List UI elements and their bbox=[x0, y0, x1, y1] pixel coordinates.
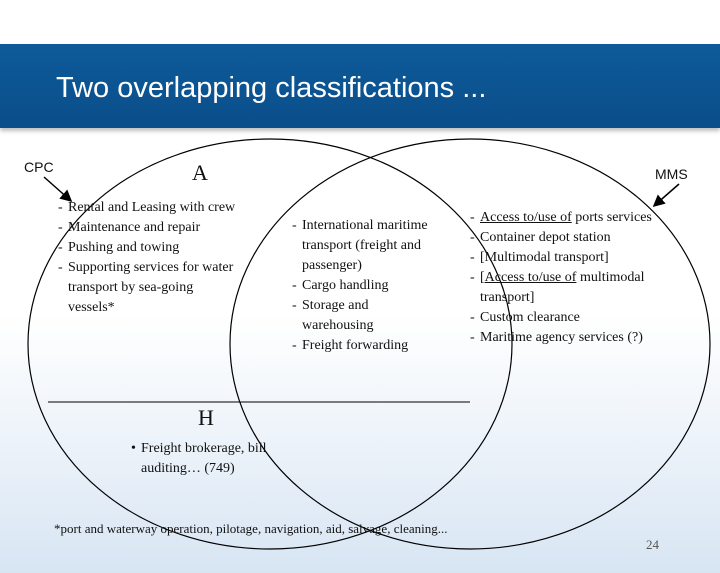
list-item: - Access to/use of ports services bbox=[470, 210, 652, 225]
list-item: - Maritime agency services (?) bbox=[470, 330, 643, 345]
list-item: - International maritime transport (freight and passenger) bbox=[292, 218, 428, 273]
list-item: - Custom clearance bbox=[470, 310, 580, 325]
list-item: - Cargo handling bbox=[292, 278, 389, 293]
page-number: 24 bbox=[646, 537, 659, 552]
cpc-label: CPC bbox=[24, 159, 54, 175]
mms-only-list bbox=[470, 208, 660, 348]
list-item: - Pushing and towing bbox=[58, 240, 180, 255]
list-item: - [Access to/use of multimodal transport] bbox=[470, 270, 645, 305]
intersection-list bbox=[292, 216, 442, 356]
list-item: - Supporting services for water transport by sea-going vessels* bbox=[58, 260, 234, 315]
list-item: - Storage and warehousing bbox=[292, 298, 374, 333]
mms-arrow bbox=[655, 184, 679, 205]
list-item: - Maintenance and repair bbox=[58, 220, 201, 235]
list-item: - [Multimodal transport] bbox=[470, 250, 609, 265]
footnote: *port and waterway operation, pilotage, navigation, aid, salvage, cleaning... bbox=[54, 521, 448, 536]
h-section-list bbox=[131, 439, 306, 479]
list-item: • Freight brokerage, bill auditing… (749) bbox=[131, 441, 267, 476]
set-a-label: A bbox=[192, 160, 208, 185]
slide-title: Two overlapping classifications ... bbox=[56, 72, 487, 104]
list-item: - Rental and Leasing with crew bbox=[58, 200, 236, 215]
list-item: - Freight forwarding bbox=[292, 338, 409, 353]
cpc-arrow bbox=[44, 177, 70, 200]
cpc-only-list bbox=[58, 198, 240, 318]
set-h-label: H bbox=[198, 405, 214, 430]
list-item: - Container depot station bbox=[470, 230, 611, 245]
mms-label: MMS bbox=[655, 166, 688, 182]
